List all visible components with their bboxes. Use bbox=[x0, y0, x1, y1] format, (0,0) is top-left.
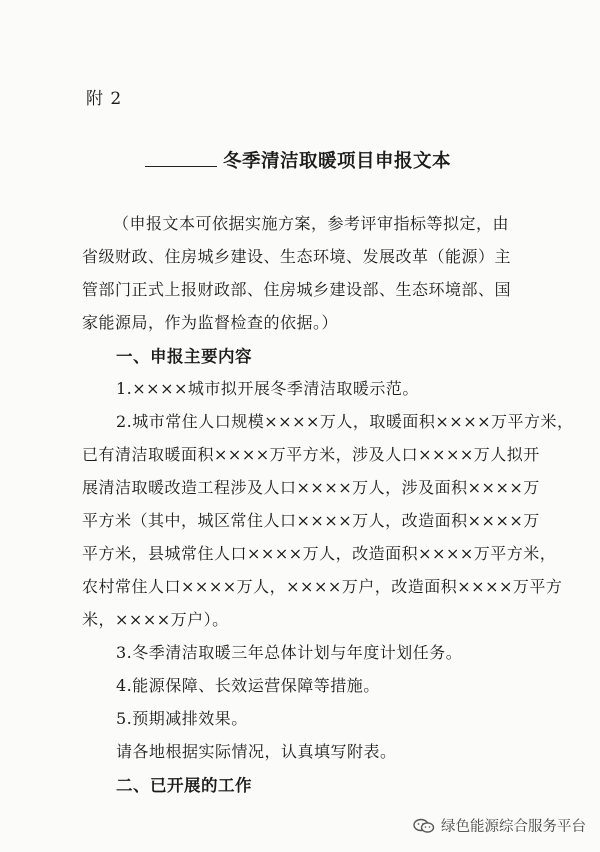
attachment-label: 附 2 bbox=[86, 89, 123, 109]
item-5: 5.预期减排效果。 bbox=[116, 709, 248, 728]
item-2-line-1: 2.城市常住人口规模××××万人，取暖面积××××万平方米， bbox=[116, 412, 574, 431]
item-1: 1.××××城市拟开展冬季清洁取暖示范。 bbox=[116, 379, 419, 398]
wechat-icon bbox=[413, 818, 435, 834]
item-2-line-7: 米，××××万户）。 bbox=[82, 610, 229, 629]
item-2-line-5: 平方米，县城常住人口××××万人，改造面积××××万平方米， bbox=[82, 544, 557, 563]
item-3: 3.冬季清洁取暖三年总体计划与年度计划任务。 bbox=[116, 643, 463, 662]
note-fill-table: 请各地根据实际情况，认真填写附表。 bbox=[116, 742, 397, 761]
title-blank-line bbox=[145, 166, 217, 167]
watermark-text: 绿色能源综合服务平台 bbox=[441, 819, 586, 835]
section1-heading: 一、申报主要内容 bbox=[116, 347, 252, 366]
intro-line-1: （申报文本可依据实施方案，参考评审指标等拟定，由 bbox=[113, 214, 510, 233]
item-4: 4.能源保障、长效运营保障等措施。 bbox=[116, 676, 380, 695]
intro-line-4: 家能源局，作为监督检查的依据。） bbox=[82, 313, 339, 332]
watermark bbox=[413, 815, 586, 836]
intro-line-3: 管部门正式上报财政部、住房城乡建设部、生态环境部、国 bbox=[82, 280, 512, 299]
item-2-line-4: 平方米（其中，城区常住人口××××万人，改造面积××××万 bbox=[82, 511, 540, 530]
item-2-line-2: 已有清洁取暖面积××××万平方米，涉及人口××××万人拟开 bbox=[82, 445, 540, 464]
section2-heading: 二、已开展的工作 bbox=[116, 776, 252, 795]
document-title: 冬季清洁取暖项目申报文本 bbox=[223, 151, 452, 172]
document-title-row bbox=[145, 143, 505, 173]
item-2-line-6: 农村常住人口××××万人，××××万户，改造面积××××万平方 bbox=[82, 577, 563, 596]
intro-line-2: 省级财政、住房城乡建设、生态环境、发展改革（能源）主 bbox=[82, 247, 512, 266]
item-2-line-3: 展清洁取暖改造工程涉及人口××××万人，涉及面积××××万 bbox=[82, 478, 540, 497]
